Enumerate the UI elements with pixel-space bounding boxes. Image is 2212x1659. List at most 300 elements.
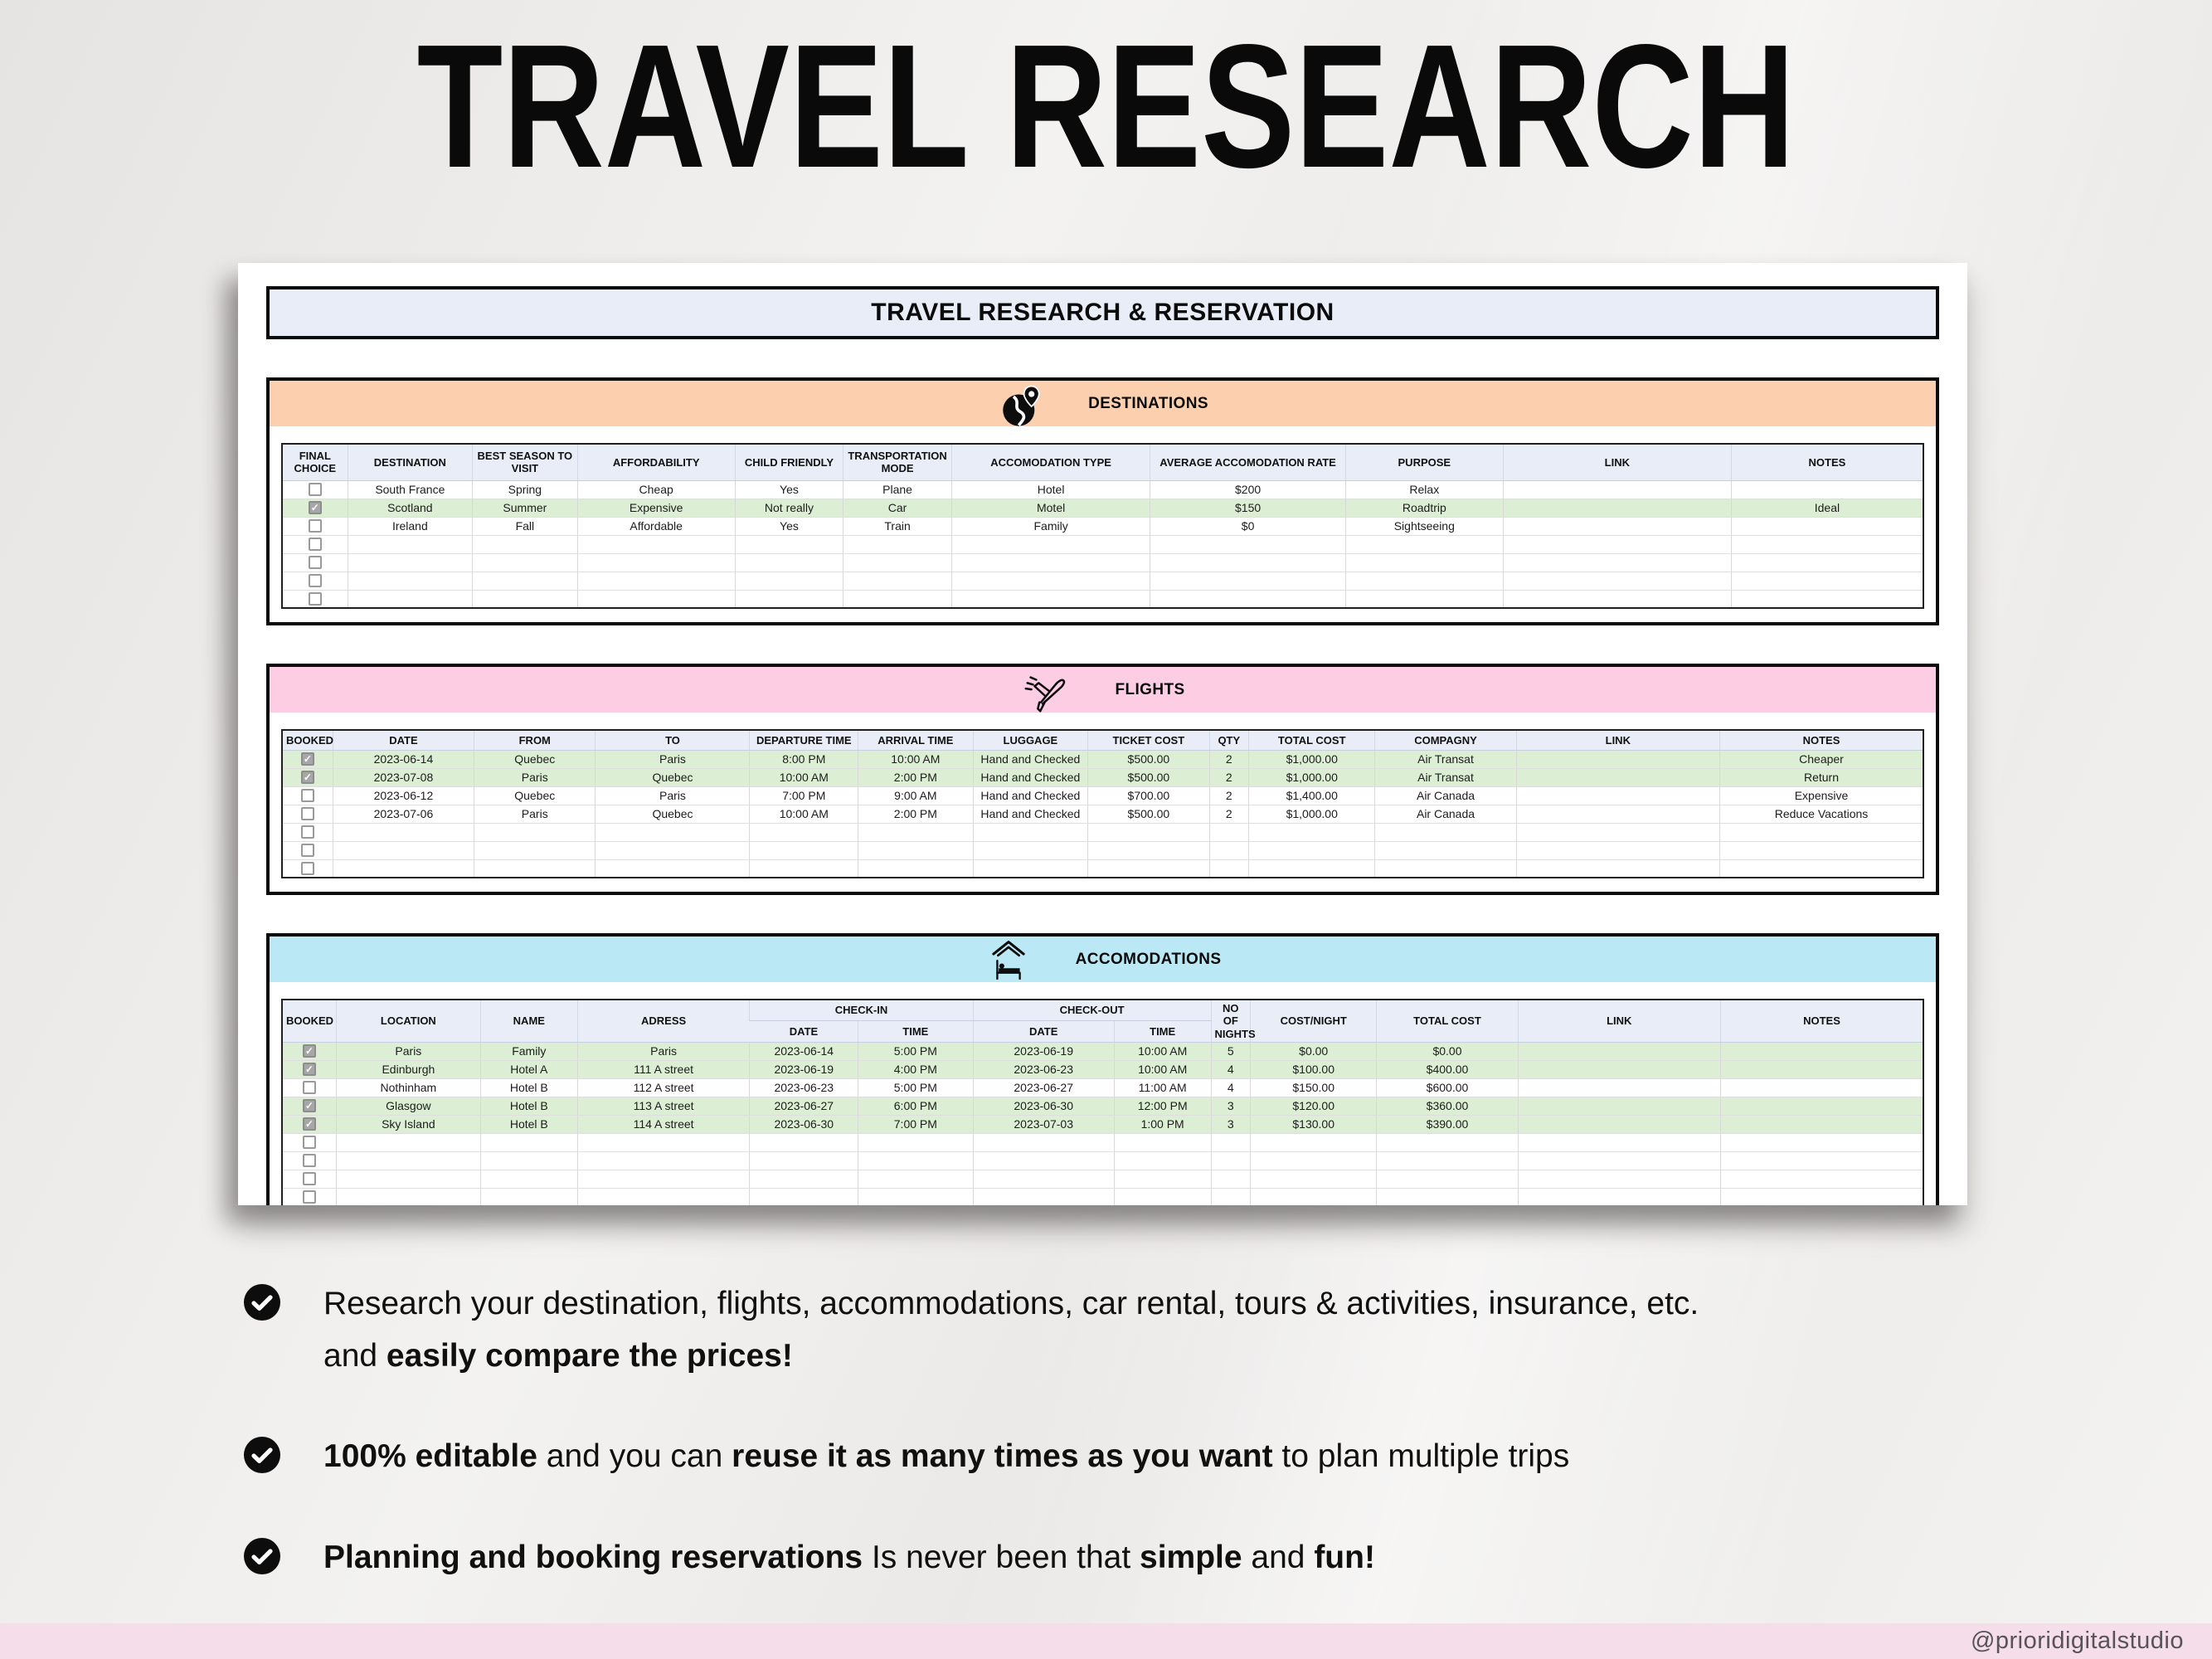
table-cell[interactable]: 2 — [1209, 805, 1248, 823]
table-cell[interactable]: Hotel — [951, 480, 1150, 499]
table-cell[interactable]: 2023-06-27 — [750, 1097, 858, 1115]
table-cell[interactable]: 2023-06-30 — [973, 1097, 1114, 1115]
table-cell[interactable]: Paris — [577, 1042, 750, 1060]
table-cell-empty[interactable] — [1249, 823, 1375, 841]
table-cell[interactable]: Reduce Vacations — [1720, 805, 1924, 823]
table-cell[interactable]: 2 — [1209, 786, 1248, 805]
table-cell-empty[interactable] — [1377, 1133, 1518, 1151]
checkbox-unchecked[interactable] — [301, 844, 314, 857]
table-cell-empty[interactable] — [1251, 1151, 1377, 1170]
table-cell-empty[interactable] — [336, 1133, 480, 1151]
table-cell-empty[interactable] — [480, 1151, 577, 1170]
table-cell-empty[interactable] — [348, 553, 472, 572]
table-cell[interactable]: $0.00 — [1377, 1042, 1518, 1060]
table-row — [282, 1078, 1923, 1097]
table-cell-empty[interactable] — [474, 841, 596, 859]
table-cell-empty[interactable] — [1345, 535, 1503, 553]
table-cell[interactable]: Hotel B — [480, 1078, 577, 1097]
table-cell[interactable]: 4 — [1211, 1060, 1250, 1078]
table-cell-empty[interactable] — [473, 572, 578, 590]
table-cell-empty[interactable] — [336, 1170, 480, 1188]
checkbox-checked[interactable]: ✓ — [301, 771, 314, 784]
checkbox-unchecked[interactable] — [309, 538, 322, 551]
table-cell-empty[interactable] — [973, 859, 1088, 878]
table-cell-empty[interactable] — [1345, 572, 1503, 590]
table-cell[interactable]: 2023-06-27 — [973, 1078, 1114, 1097]
table-cell[interactable]: 2:00 PM — [858, 768, 974, 786]
checkbox-cell — [282, 517, 348, 535]
table-cell[interactable]: 2023-07-08 — [333, 768, 474, 786]
table-cell-empty[interactable] — [1211, 1133, 1250, 1151]
table-cell-empty[interactable] — [480, 1188, 577, 1205]
table-cell-empty[interactable] — [735, 553, 843, 572]
table-cell-empty[interactable] — [1518, 1151, 1720, 1170]
table-cell[interactable]: $200 — [1150, 480, 1346, 499]
col-notes: NOTES — [1720, 1000, 1923, 1042]
table-cell[interactable]: Yes — [735, 517, 843, 535]
table-cell-empty[interactable] — [1720, 823, 1924, 841]
table-cell[interactable]: Family — [480, 1042, 577, 1060]
table-cell[interactable]: 10:00 AM — [1114, 1042, 1211, 1060]
table-cell-empty[interactable] — [858, 841, 974, 859]
checkbox-unchecked[interactable] — [301, 862, 314, 875]
table-cell[interactable] — [1518, 1115, 1720, 1133]
table-cell-empty[interactable] — [973, 1151, 1114, 1170]
table-cell[interactable]: Return — [1720, 768, 1924, 786]
table-cell[interactable]: Plane — [843, 480, 952, 499]
table-cell-empty[interactable] — [1377, 1188, 1518, 1205]
table-cell[interactable]: 2:00 PM — [858, 805, 974, 823]
table-cell-empty[interactable] — [577, 1170, 750, 1188]
table-cell-empty[interactable] — [1503, 572, 1731, 590]
table-cell[interactable]: 2 — [1209, 768, 1248, 786]
table-cell-empty[interactable] — [474, 859, 596, 878]
checkbox-unchecked[interactable] — [309, 592, 322, 606]
table-cell-empty[interactable] — [577, 1133, 750, 1151]
table-cell[interactable]: 1:00 PM — [1114, 1115, 1211, 1133]
table-cell-empty[interactable] — [473, 553, 578, 572]
table-cell[interactable]: South France — [348, 480, 472, 499]
table-cell-empty[interactable] — [480, 1133, 577, 1151]
table-cell-empty[interactable] — [1731, 590, 1923, 608]
table-cell[interactable] — [1731, 517, 1923, 535]
table-cell[interactable]: Motel — [951, 499, 1150, 517]
table-cell[interactable]: Family — [951, 517, 1150, 535]
col-total-cost: TOTAL COST — [1377, 1000, 1518, 1042]
table-cell-empty[interactable] — [973, 1188, 1114, 1205]
table-cell[interactable]: Edinburgh — [336, 1060, 480, 1078]
table-cell[interactable]: Paris — [474, 768, 596, 786]
table-cell-empty[interactable] — [1211, 1170, 1250, 1188]
table-cell-empty[interactable] — [1503, 553, 1731, 572]
table-cell[interactable]: 5 — [1211, 1042, 1250, 1060]
table-cell-empty[interactable] — [1209, 823, 1248, 841]
table-cell[interactable]: 2023-06-14 — [750, 1042, 858, 1060]
table-cell[interactable]: Cheaper — [1720, 750, 1924, 768]
table-cell-empty[interactable] — [1249, 859, 1375, 878]
table-cell-empty[interactable] — [577, 553, 735, 572]
table-cell[interactable]: Ireland — [348, 517, 472, 535]
table-cell-empty[interactable] — [973, 823, 1088, 841]
table-cell-empty[interactable] — [750, 1133, 858, 1151]
table-cell[interactable]: Spring — [473, 480, 578, 499]
table-cell[interactable] — [1518, 1042, 1720, 1060]
table-cell-empty[interactable] — [1720, 859, 1924, 878]
table-cell[interactable]: Yes — [735, 480, 843, 499]
table-row-empty — [282, 823, 1923, 841]
table-cell[interactable]: 4:00 PM — [858, 1060, 974, 1078]
checkbox-unchecked[interactable] — [301, 807, 314, 820]
table-cell[interactable]: Scotland — [348, 499, 472, 517]
table-cell-empty[interactable] — [1150, 572, 1346, 590]
checkbox-checked[interactable]: ✓ — [301, 752, 314, 766]
checkbox-unchecked[interactable] — [303, 1081, 316, 1094]
table-cell[interactable]: Hand and Checked — [973, 768, 1088, 786]
table-cell-empty[interactable] — [333, 859, 474, 878]
table-cell-empty[interactable] — [577, 535, 735, 553]
table-cell[interactable] — [1518, 1060, 1720, 1078]
table-cell[interactable] — [1503, 499, 1731, 517]
table-cell-empty[interactable] — [1516, 841, 1719, 859]
table-cell-empty[interactable] — [973, 1133, 1114, 1151]
table-cell[interactable]: 2 — [1209, 750, 1248, 768]
table-cell[interactable]: $600.00 — [1377, 1078, 1518, 1097]
table-cell-empty[interactable] — [858, 1170, 974, 1188]
table-cell-empty[interactable] — [750, 1151, 858, 1170]
table-cell[interactable]: 2023-07-03 — [973, 1115, 1114, 1133]
table-cell[interactable]: $130.00 — [1251, 1115, 1377, 1133]
table-cell[interactable]: Expensive — [577, 499, 735, 517]
table-cell-empty[interactable] — [750, 841, 858, 859]
table-cell[interactable]: Summer — [473, 499, 578, 517]
table-cell-empty[interactable] — [1516, 859, 1719, 878]
table-cell[interactable]: Hand and Checked — [973, 786, 1088, 805]
table-cell-empty[interactable] — [1516, 823, 1719, 841]
table-cell-empty[interactable] — [333, 841, 474, 859]
checkbox-unchecked[interactable] — [309, 483, 322, 496]
table-cell[interactable]: 4 — [1211, 1078, 1250, 1097]
table-cell-empty[interactable] — [1209, 841, 1248, 859]
table-cell[interactable]: 12:00 PM — [1114, 1097, 1211, 1115]
table-cell[interactable]: 2023-06-23 — [750, 1078, 858, 1097]
table-cell[interactable]: Quebec — [474, 786, 596, 805]
table-cell[interactable]: 2023-06-19 — [750, 1060, 858, 1078]
table-cell-empty[interactable] — [348, 572, 472, 590]
table-cell[interactable]: Air Transat — [1375, 750, 1516, 768]
table-cell[interactable] — [1516, 750, 1719, 768]
table-cell[interactable] — [1503, 517, 1731, 535]
checkbox-unchecked[interactable] — [303, 1172, 316, 1185]
table-cell-empty[interactable] — [1345, 553, 1503, 572]
table-cell[interactable]: Roadtrip — [1345, 499, 1503, 517]
table-cell[interactable]: 11:00 AM — [1114, 1078, 1211, 1097]
table-cell-empty[interactable] — [348, 535, 472, 553]
table-cell-empty[interactable] — [1377, 1170, 1518, 1188]
table-cell[interactable]: 3 — [1211, 1115, 1250, 1133]
plane-icon — [1020, 667, 1072, 718]
table-cell[interactable]: $1,000.00 — [1249, 768, 1375, 786]
table-cell[interactable]: 111 A street — [577, 1060, 750, 1078]
table-cell[interactable]: Not really — [735, 499, 843, 517]
table-cell[interactable]: Hand and Checked — [973, 750, 1088, 768]
table-cell[interactable]: $390.00 — [1377, 1115, 1518, 1133]
table-cell-empty[interactable] — [1209, 859, 1248, 878]
table-cell[interactable]: $1,400.00 — [1249, 786, 1375, 805]
table-cell[interactable]: $120.00 — [1251, 1097, 1377, 1115]
sheet-title-bar — [266, 286, 1939, 339]
table-cell-empty[interactable] — [1150, 590, 1346, 608]
table-cell[interactable]: 6:00 PM — [858, 1097, 974, 1115]
table-cell-empty[interactable] — [951, 535, 1150, 553]
table-cell[interactable]: Glasgow — [336, 1097, 480, 1115]
table-row-empty — [282, 1170, 1923, 1188]
table-cell[interactable]: Car — [843, 499, 952, 517]
table-cell[interactable]: 5:00 PM — [858, 1042, 974, 1060]
table-cell[interactable] — [1518, 1097, 1720, 1115]
table-cell-empty[interactable] — [1503, 535, 1731, 553]
table-cell[interactable]: 10:00 AM — [750, 805, 858, 823]
table-cell-empty[interactable] — [951, 590, 1150, 608]
table-cell-empty[interactable] — [1518, 1188, 1720, 1205]
checkbox-unchecked[interactable] — [309, 519, 322, 533]
table-cell-empty[interactable] — [750, 859, 858, 878]
checkbox-unchecked[interactable] — [303, 1154, 316, 1167]
table-cell-empty[interactable] — [348, 590, 472, 608]
table-cell-empty[interactable] — [1211, 1151, 1250, 1170]
table-cell-empty[interactable] — [1251, 1170, 1377, 1188]
table-cell[interactable]: $400.00 — [1377, 1060, 1518, 1078]
table-cell-empty[interactable] — [473, 535, 578, 553]
table-cell-empty[interactable] — [1211, 1188, 1250, 1205]
table-cell[interactable]: $0 — [1150, 517, 1346, 535]
table-cell-empty[interactable] — [596, 841, 750, 859]
table-cell[interactable]: Paris — [596, 750, 750, 768]
table-cell[interactable] — [1516, 805, 1719, 823]
table-cell[interactable] — [1720, 1042, 1923, 1060]
table-cell-empty[interactable] — [1114, 1151, 1211, 1170]
table-cell-empty[interactable] — [951, 553, 1150, 572]
table-cell[interactable] — [1720, 1115, 1923, 1133]
table-cell[interactable]: Fall — [473, 517, 578, 535]
table-cell-empty[interactable] — [735, 590, 843, 608]
table-cell[interactable]: 10:00 AM — [750, 768, 858, 786]
table-cell-empty[interactable] — [333, 823, 474, 841]
checkbox-unchecked[interactable] — [303, 1190, 316, 1204]
table-cell-empty[interactable] — [750, 823, 858, 841]
table-cell[interactable] — [1720, 1097, 1923, 1115]
table-cell-empty[interactable] — [1375, 841, 1516, 859]
table-cell[interactable]: 5:00 PM — [858, 1078, 974, 1097]
table-cell-empty[interactable] — [735, 535, 843, 553]
table-cell-empty[interactable] — [1503, 590, 1731, 608]
table-cell-empty[interactable] — [1114, 1188, 1211, 1205]
table-cell-empty[interactable] — [336, 1151, 480, 1170]
table-cell[interactable] — [1731, 480, 1923, 499]
table-cell[interactable]: $0.00 — [1251, 1042, 1377, 1060]
text-segment: Is never been that — [863, 1539, 1140, 1575]
checkbox-checked[interactable]: ✓ — [303, 1044, 316, 1058]
table-cell[interactable]: Affordable — [577, 517, 735, 535]
table-cell[interactable]: Quebec — [474, 750, 596, 768]
table-cell[interactable]: 9:00 AM — [858, 786, 974, 805]
table-cell-empty[interactable] — [843, 535, 952, 553]
table-cell-empty[interactable] — [1150, 535, 1346, 553]
table-cell[interactable]: $500.00 — [1088, 805, 1209, 823]
table-cell-empty[interactable] — [596, 823, 750, 841]
table-cell[interactable]: 2023-07-06 — [333, 805, 474, 823]
table-cell-empty[interactable] — [1720, 841, 1924, 859]
table-cell-empty[interactable] — [577, 572, 735, 590]
table-cell-empty[interactable] — [1114, 1170, 1211, 1188]
check-circle-icon — [242, 1536, 282, 1576]
checkbox-unchecked[interactable] — [309, 556, 322, 569]
checkbox-unchecked[interactable] — [309, 574, 322, 587]
table-cell[interactable]: Paris — [474, 805, 596, 823]
table-cell[interactable]: 10:00 AM — [1114, 1060, 1211, 1078]
table-cell-empty[interactable] — [1377, 1151, 1518, 1170]
checkbox-checked[interactable]: ✓ — [303, 1117, 316, 1131]
table-cell-empty[interactable] — [473, 590, 578, 608]
table-cell-empty[interactable] — [858, 859, 974, 878]
table-cell-empty[interactable] — [858, 1151, 974, 1170]
accomodations-table — [281, 999, 1924, 1205]
table-cell-empty[interactable] — [1731, 535, 1923, 553]
table-cell-empty[interactable] — [1345, 590, 1503, 608]
table-cell[interactable]: $150 — [1150, 499, 1346, 517]
table-cell-empty[interactable] — [951, 572, 1150, 590]
table-cell[interactable] — [1516, 786, 1719, 805]
checkbox-checked[interactable]: ✓ — [303, 1099, 316, 1112]
checkbox-unchecked[interactable] — [301, 789, 314, 802]
table-cell[interactable]: $500.00 — [1088, 768, 1209, 786]
checkbox-cell — [282, 786, 333, 805]
table-cell-empty[interactable] — [1518, 1170, 1720, 1188]
table-cell-empty[interactable] — [577, 1151, 750, 1170]
checkbox-unchecked[interactable] — [301, 825, 314, 839]
table-cell[interactable]: $150.00 — [1251, 1078, 1377, 1097]
table-cell[interactable]: Hotel B — [480, 1115, 577, 1133]
table-cell-empty[interactable] — [1088, 841, 1209, 859]
table-cell[interactable]: 2023-06-30 — [750, 1115, 858, 1133]
table-cell-empty[interactable] — [735, 572, 843, 590]
table-cell[interactable]: 113 A street — [577, 1097, 750, 1115]
table-cell-empty[interactable] — [858, 1188, 974, 1205]
table-cell-empty[interactable] — [1375, 859, 1516, 878]
table-cell[interactable]: Relax — [1345, 480, 1503, 499]
table-cell[interactable]: $100.00 — [1251, 1060, 1377, 1078]
flights-section — [266, 664, 1939, 895]
checkbox-cell — [282, 535, 348, 553]
table-cell-empty[interactable] — [480, 1170, 577, 1188]
table-cell[interactable]: 7:00 PM — [750, 786, 858, 805]
table-cell-empty[interactable] — [973, 1170, 1114, 1188]
table-cell-empty[interactable] — [843, 553, 952, 572]
table-cell[interactable]: Quebec — [596, 805, 750, 823]
table-cell[interactable]: Quebec — [596, 768, 750, 786]
table-row — [282, 1060, 1923, 1078]
table-cell-empty[interactable] — [843, 572, 952, 590]
table-cell[interactable]: 2023-06-23 — [973, 1060, 1114, 1078]
table-cell[interactable]: 112 A street — [577, 1078, 750, 1097]
table-cell-empty[interactable] — [973, 841, 1088, 859]
table-cell[interactable]: Paris — [336, 1042, 480, 1060]
table-cell-empty[interactable] — [577, 590, 735, 608]
table-cell-empty[interactable] — [1720, 1151, 1923, 1170]
table-cell[interactable]: Air Canada — [1375, 805, 1516, 823]
table-cell-empty[interactable] — [336, 1188, 480, 1205]
table-cell-empty[interactable] — [1088, 859, 1209, 878]
checkbox-unchecked[interactable] — [303, 1136, 316, 1149]
table-cell-empty[interactable] — [474, 823, 596, 841]
table-cell-empty[interactable] — [1114, 1133, 1211, 1151]
table-cell-empty[interactable] — [596, 859, 750, 878]
table-cell[interactable]: 114 A street — [577, 1115, 750, 1133]
table-cell-empty[interactable] — [1518, 1133, 1720, 1151]
table-cell-empty[interactable] — [750, 1170, 858, 1188]
table-cell[interactable]: 8:00 PM — [750, 750, 858, 768]
table-cell[interactable]: 2023-06-12 — [333, 786, 474, 805]
table-cell[interactable]: 3 — [1211, 1097, 1250, 1115]
table-cell-empty[interactable] — [1150, 553, 1346, 572]
table-cell[interactable]: 2023-06-19 — [973, 1042, 1114, 1060]
table-cell[interactable]: $700.00 — [1088, 786, 1209, 805]
table-cell[interactable]: Hotel A — [480, 1060, 577, 1078]
table-cell-empty[interactable] — [1720, 1133, 1923, 1151]
table-cell[interactable]: Nothinham — [336, 1078, 480, 1097]
table-cell[interactable]: Hand and Checked — [973, 805, 1088, 823]
table-cell[interactable]: Expensive — [1720, 786, 1924, 805]
table-cell[interactable] — [1720, 1060, 1923, 1078]
table-cell-empty[interactable] — [858, 1133, 974, 1151]
table-cell[interactable]: Air Canada — [1375, 786, 1516, 805]
table-cell-empty[interactable] — [1088, 823, 1209, 841]
table-cell-empty[interactable] — [1251, 1133, 1377, 1151]
table-cell[interactable]: Cheap — [577, 480, 735, 499]
table-cell[interactable]: Air Transat — [1375, 768, 1516, 786]
table-cell-empty[interactable] — [843, 590, 952, 608]
table-cell[interactable] — [1503, 480, 1731, 499]
table-cell-empty[interactable] — [1251, 1188, 1377, 1205]
table-cell[interactable]: $500.00 — [1088, 750, 1209, 768]
table-cell[interactable]: $1,000.00 — [1249, 805, 1375, 823]
table-cell[interactable]: 10:00 AM — [858, 750, 974, 768]
table-cell[interactable]: $1,000.00 — [1249, 750, 1375, 768]
table-cell[interactable]: $360.00 — [1377, 1097, 1518, 1115]
table-cell[interactable] — [1720, 1078, 1923, 1097]
table-cell-empty[interactable] — [1731, 572, 1923, 590]
table-cell-empty[interactable] — [577, 1188, 750, 1205]
table-cell[interactable]: 2023-06-14 — [333, 750, 474, 768]
table-cell-empty[interactable] — [750, 1188, 858, 1205]
table-cell-empty[interactable] — [1249, 841, 1375, 859]
table-cell[interactable]: Sightseeing — [1345, 517, 1503, 535]
checkbox-checked[interactable]: ✓ — [309, 501, 322, 514]
table-cell-empty[interactable] — [1720, 1170, 1923, 1188]
table-cell[interactable]: Train — [843, 517, 952, 535]
table-cell[interactable]: 7:00 PM — [858, 1115, 974, 1133]
table-cell[interactable] — [1516, 768, 1719, 786]
table-cell[interactable]: Ideal — [1731, 499, 1923, 517]
table-cell[interactable]: Paris — [596, 786, 750, 805]
table-cell[interactable]: Hotel B — [480, 1097, 577, 1115]
table-cell[interactable]: Sky Island — [336, 1115, 480, 1133]
table-cell-empty[interactable] — [858, 823, 974, 841]
table-cell-empty[interactable] — [1720, 1188, 1923, 1205]
table-cell-empty[interactable] — [1731, 553, 1923, 572]
table-cell[interactable] — [1518, 1078, 1720, 1097]
table-cell-empty[interactable] — [1375, 823, 1516, 841]
checkbox-checked[interactable]: ✓ — [303, 1063, 316, 1076]
